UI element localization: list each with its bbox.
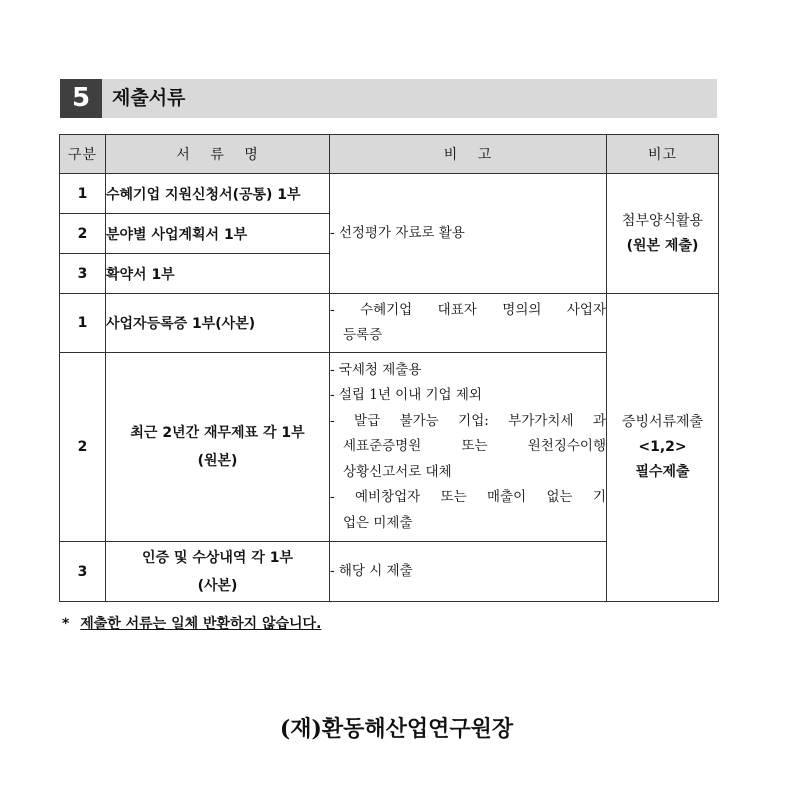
- remark-line: 증빙서류제출: [621, 414, 704, 430]
- document-name: 사업자등록증 1부(사본): [106, 294, 330, 353]
- header-category: 구분: [60, 135, 106, 174]
- section-header: [60, 79, 717, 118]
- row-number: 1: [60, 174, 106, 214]
- document-name: [106, 542, 330, 602]
- row-number: 2: [60, 214, 106, 254]
- note-line: - 선정평가 자료로 활용: [330, 224, 465, 241]
- header-document-name: 서 류 명: [106, 135, 330, 174]
- row-number: 3: [60, 542, 106, 602]
- note-line: 업은 미제출: [343, 514, 413, 531]
- document-name: 확약서 1부: [106, 254, 330, 294]
- document-name-line: (원본): [197, 453, 238, 469]
- note-cell: [330, 294, 607, 353]
- remark-cell: [607, 294, 719, 602]
- note-line: - 발급 불가능 기업: 부가가치세 과: [330, 412, 606, 429]
- note-line: 상황신고서로 대체: [343, 463, 452, 480]
- footnote-marker: *: [62, 616, 70, 632]
- note-cell: [330, 353, 607, 542]
- note-line: - 국세청 제출용: [330, 361, 422, 378]
- document-name-line: 인증 및 수상내역 각 1부: [142, 549, 293, 566]
- note-cell: [330, 542, 607, 602]
- remark-line: 첨부양식활용: [621, 212, 704, 229]
- table-row: [60, 294, 719, 353]
- note-line: 세표준증명원 또는 원천징수이행: [343, 438, 606, 455]
- note-cell: [330, 174, 607, 294]
- header-note: 비 고: [330, 135, 607, 174]
- remark-line: 필수제출: [635, 464, 690, 480]
- row-number: 2: [60, 353, 106, 542]
- row-number: 1: [60, 294, 106, 353]
- footnote-text: 제출한 서류는 일체 반환하지 않습니다.: [80, 616, 322, 632]
- footnote: [62, 613, 321, 633]
- section-title: 제출서류: [112, 87, 186, 109]
- table-row: [60, 174, 719, 214]
- note-line: - 해당 시 제출: [330, 562, 413, 579]
- remark-line: (원본 제출): [626, 237, 699, 254]
- document-name-line: 최근 2년간 재무제표 각 1부: [130, 425, 305, 441]
- organization-name: (재)환동해산업연구원장: [279, 716, 514, 742]
- note-line: - 예비창업자 또는 매출이 없는 기: [330, 489, 606, 506]
- header-remark: 비고: [607, 135, 719, 174]
- table-header-row: [60, 135, 719, 174]
- document-name: [106, 353, 330, 542]
- documents-table: [59, 134, 719, 602]
- note-line: - 설립 1년 이내 기업 제외: [330, 387, 482, 404]
- document-name: 수혜기업 지원신청서(공통) 1부: [106, 174, 330, 214]
- document-name: 분야별 사업계획서 1부: [106, 214, 330, 254]
- remark-cell: [607, 174, 719, 294]
- note-line: - 수혜기업 대표자 명의의 사업자: [330, 301, 606, 318]
- note-line: 등록증: [343, 327, 383, 343]
- section-number: 5: [60, 79, 102, 118]
- document-name-line: (사본): [197, 577, 238, 594]
- remark-line: <1,2>: [638, 439, 687, 455]
- row-number: 3: [60, 254, 106, 294]
